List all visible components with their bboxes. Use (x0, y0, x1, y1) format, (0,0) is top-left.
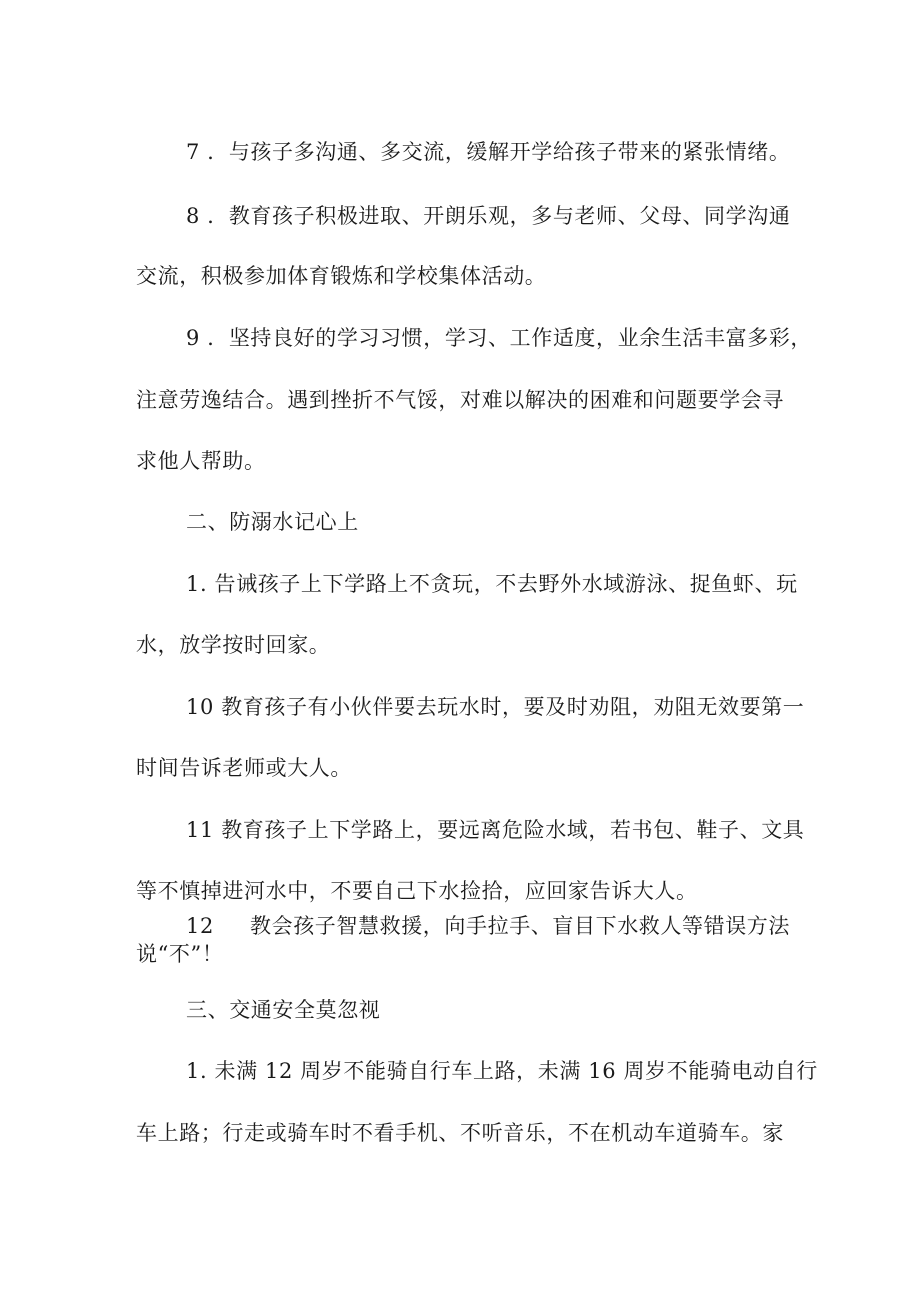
drowning-item-12-line-2: 说“不”！ (136, 942, 224, 966)
drowning-item-1-line-2: 水，放学按时回家。 (136, 633, 331, 657)
drowning-item-11-line-2: 等不慎掉进河水中，不要自己下水捡拾，应回家告诉大人。 (136, 879, 698, 903)
paragraph-8-line-1: 8 ．教育孩子积极进取、开朗乐观，多与老师、父母、同学沟通 (186, 204, 791, 228)
traffic-item-1-line-1: 1. 未满 12 周岁不能骑自行车上路，未满 16 周岁不能骑电动自行 (186, 1059, 818, 1083)
drowning-item-1-line-1: 1. 告诫孩子上下学路上不贪玩，不去野外水域游泳、捉鱼虾、玩 (186, 572, 798, 596)
paragraph-9-line-1: 9 ．坚持良好的学习习惯，学习、工作适度，业余生活丰富多彩， (186, 326, 813, 350)
section-heading-drowning: 二、防溺水记心上 (186, 510, 359, 534)
drowning-item-10-line-2: 时间告诉老师或大人。 (136, 756, 352, 780)
drowning-item-12-line-1 (186, 912, 790, 940)
paragraph-8-line-2: 交流，积极参加体育锻炼和学校集体活动。 (136, 264, 547, 288)
item-number-12: 12 (186, 914, 214, 938)
paragraph-9-line-3: 求他人帮助。 (136, 449, 266, 473)
drowning-item-10-line-1: 10 教育孩子有小伙伴要去玩水时，要及时劝阻，劝阻无效要第一 (186, 695, 805, 719)
paragraph-7-line-1: 7 ．与孩子多沟通、多交流，缓解开学给孩子带来的紧张情绪。 (186, 140, 791, 164)
section-heading-traffic: 三、交通安全莫忽视 (186, 998, 381, 1022)
traffic-item-1-line-2: 车上路；行走或骑车时不看手机、不听音乐，不在机动车道骑车。家 (136, 1121, 784, 1145)
drowning-item-11-line-1: 11 教育孩子上下学路上，要远离危险水域，若书包、鞋子、文具 (186, 818, 805, 842)
item-12-text: 教会孩子智慧救援，向手拉手、盲目下水救人等错误方法 (250, 914, 790, 938)
paragraph-9-line-2: 注意劳逸结合。遇到挫折不气馁，对难以解决的困难和问题要学会寻 (136, 388, 784, 412)
